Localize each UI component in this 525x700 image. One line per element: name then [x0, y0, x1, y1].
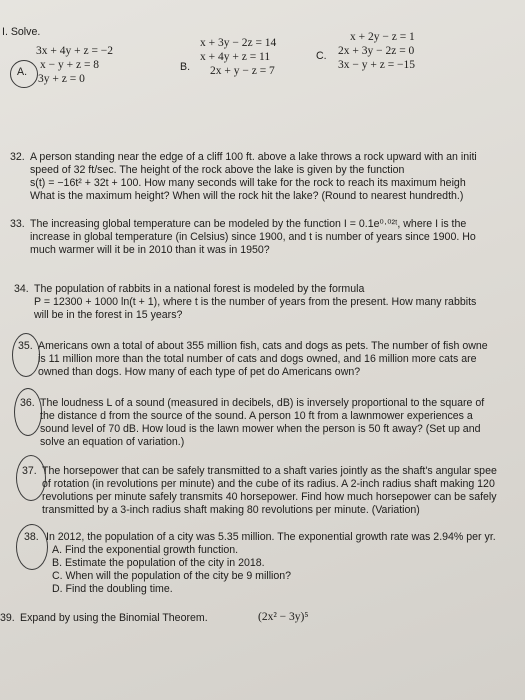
system-a-eq-1: 3x + 4y + z = −2: [36, 45, 114, 57]
problem-37-line-2: of rotation (in revolutions per minute) and the cube of its radius. A 2-inch radius shaft making 120: [42, 478, 495, 490]
problem-38-part-d: D. Find the doubling time.: [52, 583, 173, 595]
system-c-letter: C.: [316, 50, 327, 62]
problem-32-line-4: What is the maximum height? When will the rock hit the lake? (Round to nearest hundredth.): [30, 190, 464, 202]
problem-33-text: [30, 218, 476, 257]
problem-34-line-3: will be in the forest in 15 years?: [34, 309, 183, 321]
problem-39-text: Expand by using the Binomial Theorem.: [20, 612, 208, 624]
system-a-eq-2: x − y + z = 8: [40, 59, 100, 71]
problem-39-number: 39.: [0, 612, 15, 624]
system-a-eq-3: 3y + z = 0: [38, 73, 85, 85]
problem-37-line-1: The horsepower that can be safely transmitted to a shaft varies jointly as the shaft's angular spee: [42, 465, 497, 477]
system-b-eq-2: x + 4y + z = 11: [200, 51, 271, 63]
problem-34-line-1: The population of rabbits in a national forest is modeled by the formula: [34, 283, 365, 295]
problem-37-line-3: revolutions per minute safely transmits 40 horsepower. Find how much horsepower can be safely: [42, 491, 497, 503]
problem-39-expression: (2x² − 3y)⁵: [258, 611, 309, 623]
system-a-equations: [36, 44, 113, 86]
problem-35-number: 35.: [18, 340, 33, 352]
problem-35-line-2: is 11 million more than the total number of cats and dogs owned, and 16 million more cats are: [38, 353, 477, 365]
hand-drawn-circle: [14, 388, 42, 436]
problem-33-line-2: increase in global temperature (in Celsius) since 1900, and t is number of years since 1900. Ho: [30, 231, 476, 243]
problem-37-line-4: transmitted by a 3-inch radius shaft making 80 revolutions per minute. (Variation): [42, 504, 420, 516]
problem-34-number: 34.: [14, 283, 29, 295]
system-b-eq-1: x + 3y − 2z = 14: [200, 37, 277, 49]
problem-37-text: [42, 465, 497, 517]
system-a-letter: A.: [17, 66, 28, 78]
problem-32-line-1: A person standing near the edge of a cliff 100 ft. above a lake throws a rock upward with an initi: [30, 151, 477, 163]
problem-32-number: 32.: [10, 151, 25, 163]
problem-32-line-3: s(t) = −16t² + 32t + 100. How many seconds will take for the rock to reach its maximum heigh: [30, 177, 466, 189]
system-c-equations: [338, 30, 415, 72]
problem-38-part-c: C. When will the population of the city be 9 million?: [52, 570, 292, 582]
problem-35-text: [38, 340, 488, 379]
problem-34-line-2: P = 12300 + 1000 ln(t + 1), where t is the number of years from the present. How many rabbits: [34, 296, 477, 308]
problem-36-line-3: sound level of 70 dB. How loud is the lawn mower when the person is 50 ft away? (Set up and: [40, 423, 481, 435]
problem-36-number: 36.: [20, 397, 35, 409]
system-c-eq-2: 2x + 3y − 2z = 0: [338, 45, 415, 57]
problem-37-number: 37.: [22, 465, 37, 477]
problem-38-part-b: B. Estimate the population of the city in 2018.: [52, 557, 265, 569]
problem-36-line-1: The loudness L of a sound (measured in decibels, dB) is inversely proportional to the square of: [40, 397, 485, 409]
problem-35-line-3: owned than dogs. How many of each type of pet do Americans own?: [38, 366, 361, 378]
problem-33-number: 33.: [10, 218, 25, 230]
problem-38-line-1: In 2012, the population of a city was 5.35 million. The exponential growth rate was 2.94% per yr.: [46, 531, 496, 543]
system-b-equations: [200, 36, 276, 78]
problem-32-text: [30, 151, 477, 203]
system-c-eq-3: 3x − y + z = −15: [338, 59, 416, 71]
problem-36-line-2: the distance d from the source of the sound. A person 10 ft from a lawnmower experiences a: [40, 410, 473, 422]
problem-38-text: [46, 531, 496, 596]
problem-38-part-a: A. Find the exponential growth function.: [52, 544, 239, 556]
problem-36-line-4: solve an equation of variation.): [40, 436, 185, 448]
problem-33-line-1: The increasing global temperature can be modeled by the function I = 0.1e⁰·⁰²ᵗ, where I is the: [30, 218, 467, 230]
problem-34-text: [34, 283, 476, 322]
problem-35-line-1: Americans own a total of about 355 million fish, cats and dogs as pets. The number of fish owne: [38, 340, 488, 352]
system-b-eq-3: 2x + y − z = 7: [210, 65, 275, 77]
system-c-eq-1: x + 2y − z = 1: [350, 31, 415, 43]
problem-36-text: [40, 397, 484, 449]
problem-38-number: 38.: [24, 531, 39, 543]
problem-32-line-2: speed of 32 ft/sec. The height of the rock above the lake is given by the function: [30, 164, 405, 176]
system-b-letter: B.: [180, 61, 191, 73]
section-header: I. Solve.: [2, 26, 41, 38]
problem-33-line-3: much warmer will it be in 2010 than it was in 1950?: [30, 244, 270, 256]
